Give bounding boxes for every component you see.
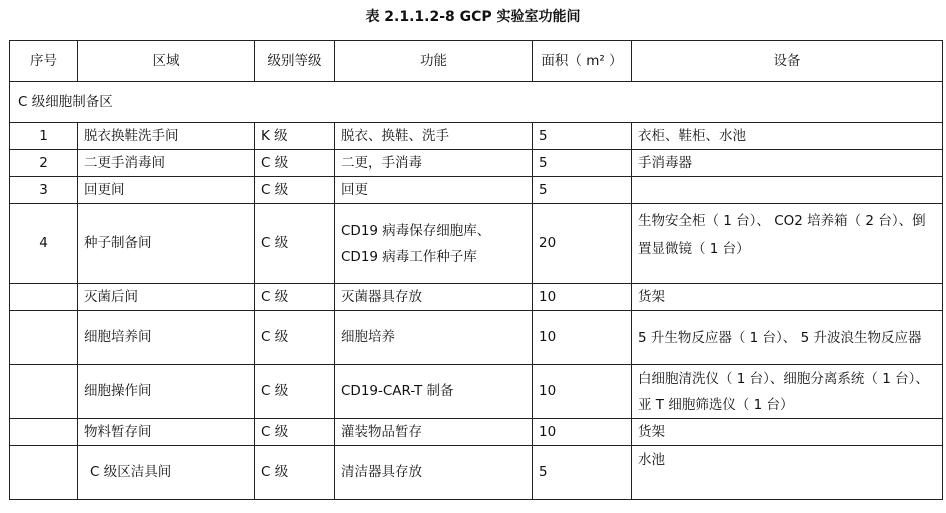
table-row xyxy=(10,419,943,446)
header-area: 区域 xyxy=(78,41,255,82)
cell-function: 二更，手消毒 xyxy=(335,150,533,177)
cell-size: 5 xyxy=(533,446,632,500)
table-row xyxy=(10,177,943,204)
cell-no xyxy=(10,365,78,419)
table-row xyxy=(10,365,943,419)
cell-function: CD19-CAR-T 制备 xyxy=(335,365,533,419)
cell-level: C 级 xyxy=(255,365,335,419)
cell-no xyxy=(10,446,78,500)
cell-level: C 级 xyxy=(255,177,335,204)
cell-size: 10 xyxy=(533,419,632,446)
cell-level: C 级 xyxy=(255,284,335,311)
cell-no xyxy=(10,419,78,446)
cell-function: CD19 病毒保存细胞库、CD19 病毒工作种子库 xyxy=(335,204,533,284)
header-row xyxy=(10,41,943,82)
cell-function: 灌装物品暂存 xyxy=(335,419,533,446)
cell-size: 20 xyxy=(533,204,632,284)
cell-function: 回更 xyxy=(335,177,533,204)
cell-equipment: 货架 xyxy=(632,419,943,446)
cell-function: 清洁器具存放 xyxy=(335,446,533,500)
table-row xyxy=(10,311,943,365)
cell-size: 10 xyxy=(533,311,632,365)
header-size: 面积（ m² ） xyxy=(533,41,632,82)
cell-size: 10 xyxy=(533,284,632,311)
cell-size: 5 xyxy=(533,150,632,177)
cell-no: 1 xyxy=(10,123,78,150)
section-row xyxy=(10,82,943,123)
cell-equipment: 白细胞清洗仪（ 1 台）、细胞分离系统（ 1 台）、亚 T 细胞筛选仪（ 1 台） xyxy=(632,365,943,419)
table-row xyxy=(10,150,943,177)
cell-area: 物料暂存间 xyxy=(78,419,255,446)
cell-level: C 级 xyxy=(255,150,335,177)
cell-equipment: 水池 xyxy=(632,446,943,500)
cell-area: 细胞操作间 xyxy=(78,365,255,419)
cell-equipment: 货架 xyxy=(632,284,943,311)
cell-area: 二更手消毒间 xyxy=(78,150,255,177)
cell-function: 细胞培养 xyxy=(335,311,533,365)
cell-size: 10 xyxy=(533,365,632,419)
cell-no xyxy=(10,284,78,311)
cell-area: 灭菌后间 xyxy=(78,284,255,311)
cell-area: 细胞培养间 xyxy=(78,311,255,365)
cell-equipment: 手消毒器 xyxy=(632,150,943,177)
cell-equipment xyxy=(632,177,943,204)
table-row xyxy=(10,446,943,500)
cell-area: 种子制备间 xyxy=(78,204,255,284)
cell-area: C 级区洁具间 xyxy=(78,446,255,500)
cell-equipment: 衣柜、鞋柜、水池 xyxy=(632,123,943,150)
header-no: 序号 xyxy=(10,41,78,82)
cell-function: 灭菌器具存放 xyxy=(335,284,533,311)
cell-level: C 级 xyxy=(255,446,335,500)
cell-level: C 级 xyxy=(255,311,335,365)
table-row xyxy=(10,204,943,284)
header-function: 功能 xyxy=(335,41,533,82)
cell-no: 2 xyxy=(10,150,78,177)
table-row xyxy=(10,123,943,150)
cell-level: C 级 xyxy=(255,419,335,446)
cell-no xyxy=(10,311,78,365)
cell-level: C 级 xyxy=(255,204,335,284)
cell-area: 回更间 xyxy=(78,177,255,204)
table-row xyxy=(10,284,943,311)
cell-no: 4 xyxy=(10,204,78,284)
function-room-table xyxy=(9,40,943,500)
cell-no: 3 xyxy=(10,177,78,204)
cell-level: K 级 xyxy=(255,123,335,150)
cell-equipment: 生物安全柜（ 1 台）、 CO2 培养箱（ 2 台）、倒置显微镜（ 1 台） xyxy=(632,204,943,284)
header-level: 级别等级 xyxy=(255,41,335,82)
table-caption: 表 2.1.1.2-8 GCP 实验室功能间 xyxy=(365,9,581,25)
cell-size: 5 xyxy=(533,123,632,150)
section-label: C 级细胞制备区 xyxy=(10,82,943,123)
cell-function: 脱衣、换鞋、洗手 xyxy=(335,123,533,150)
header-equipment: 设备 xyxy=(632,41,943,82)
cell-equipment: 5 升生物反应器（ 1 台）、 5 升波浪生物反应器 xyxy=(632,311,943,365)
cell-size: 5 xyxy=(533,177,632,204)
cell-area: 脱衣换鞋洗手间 xyxy=(78,123,255,150)
